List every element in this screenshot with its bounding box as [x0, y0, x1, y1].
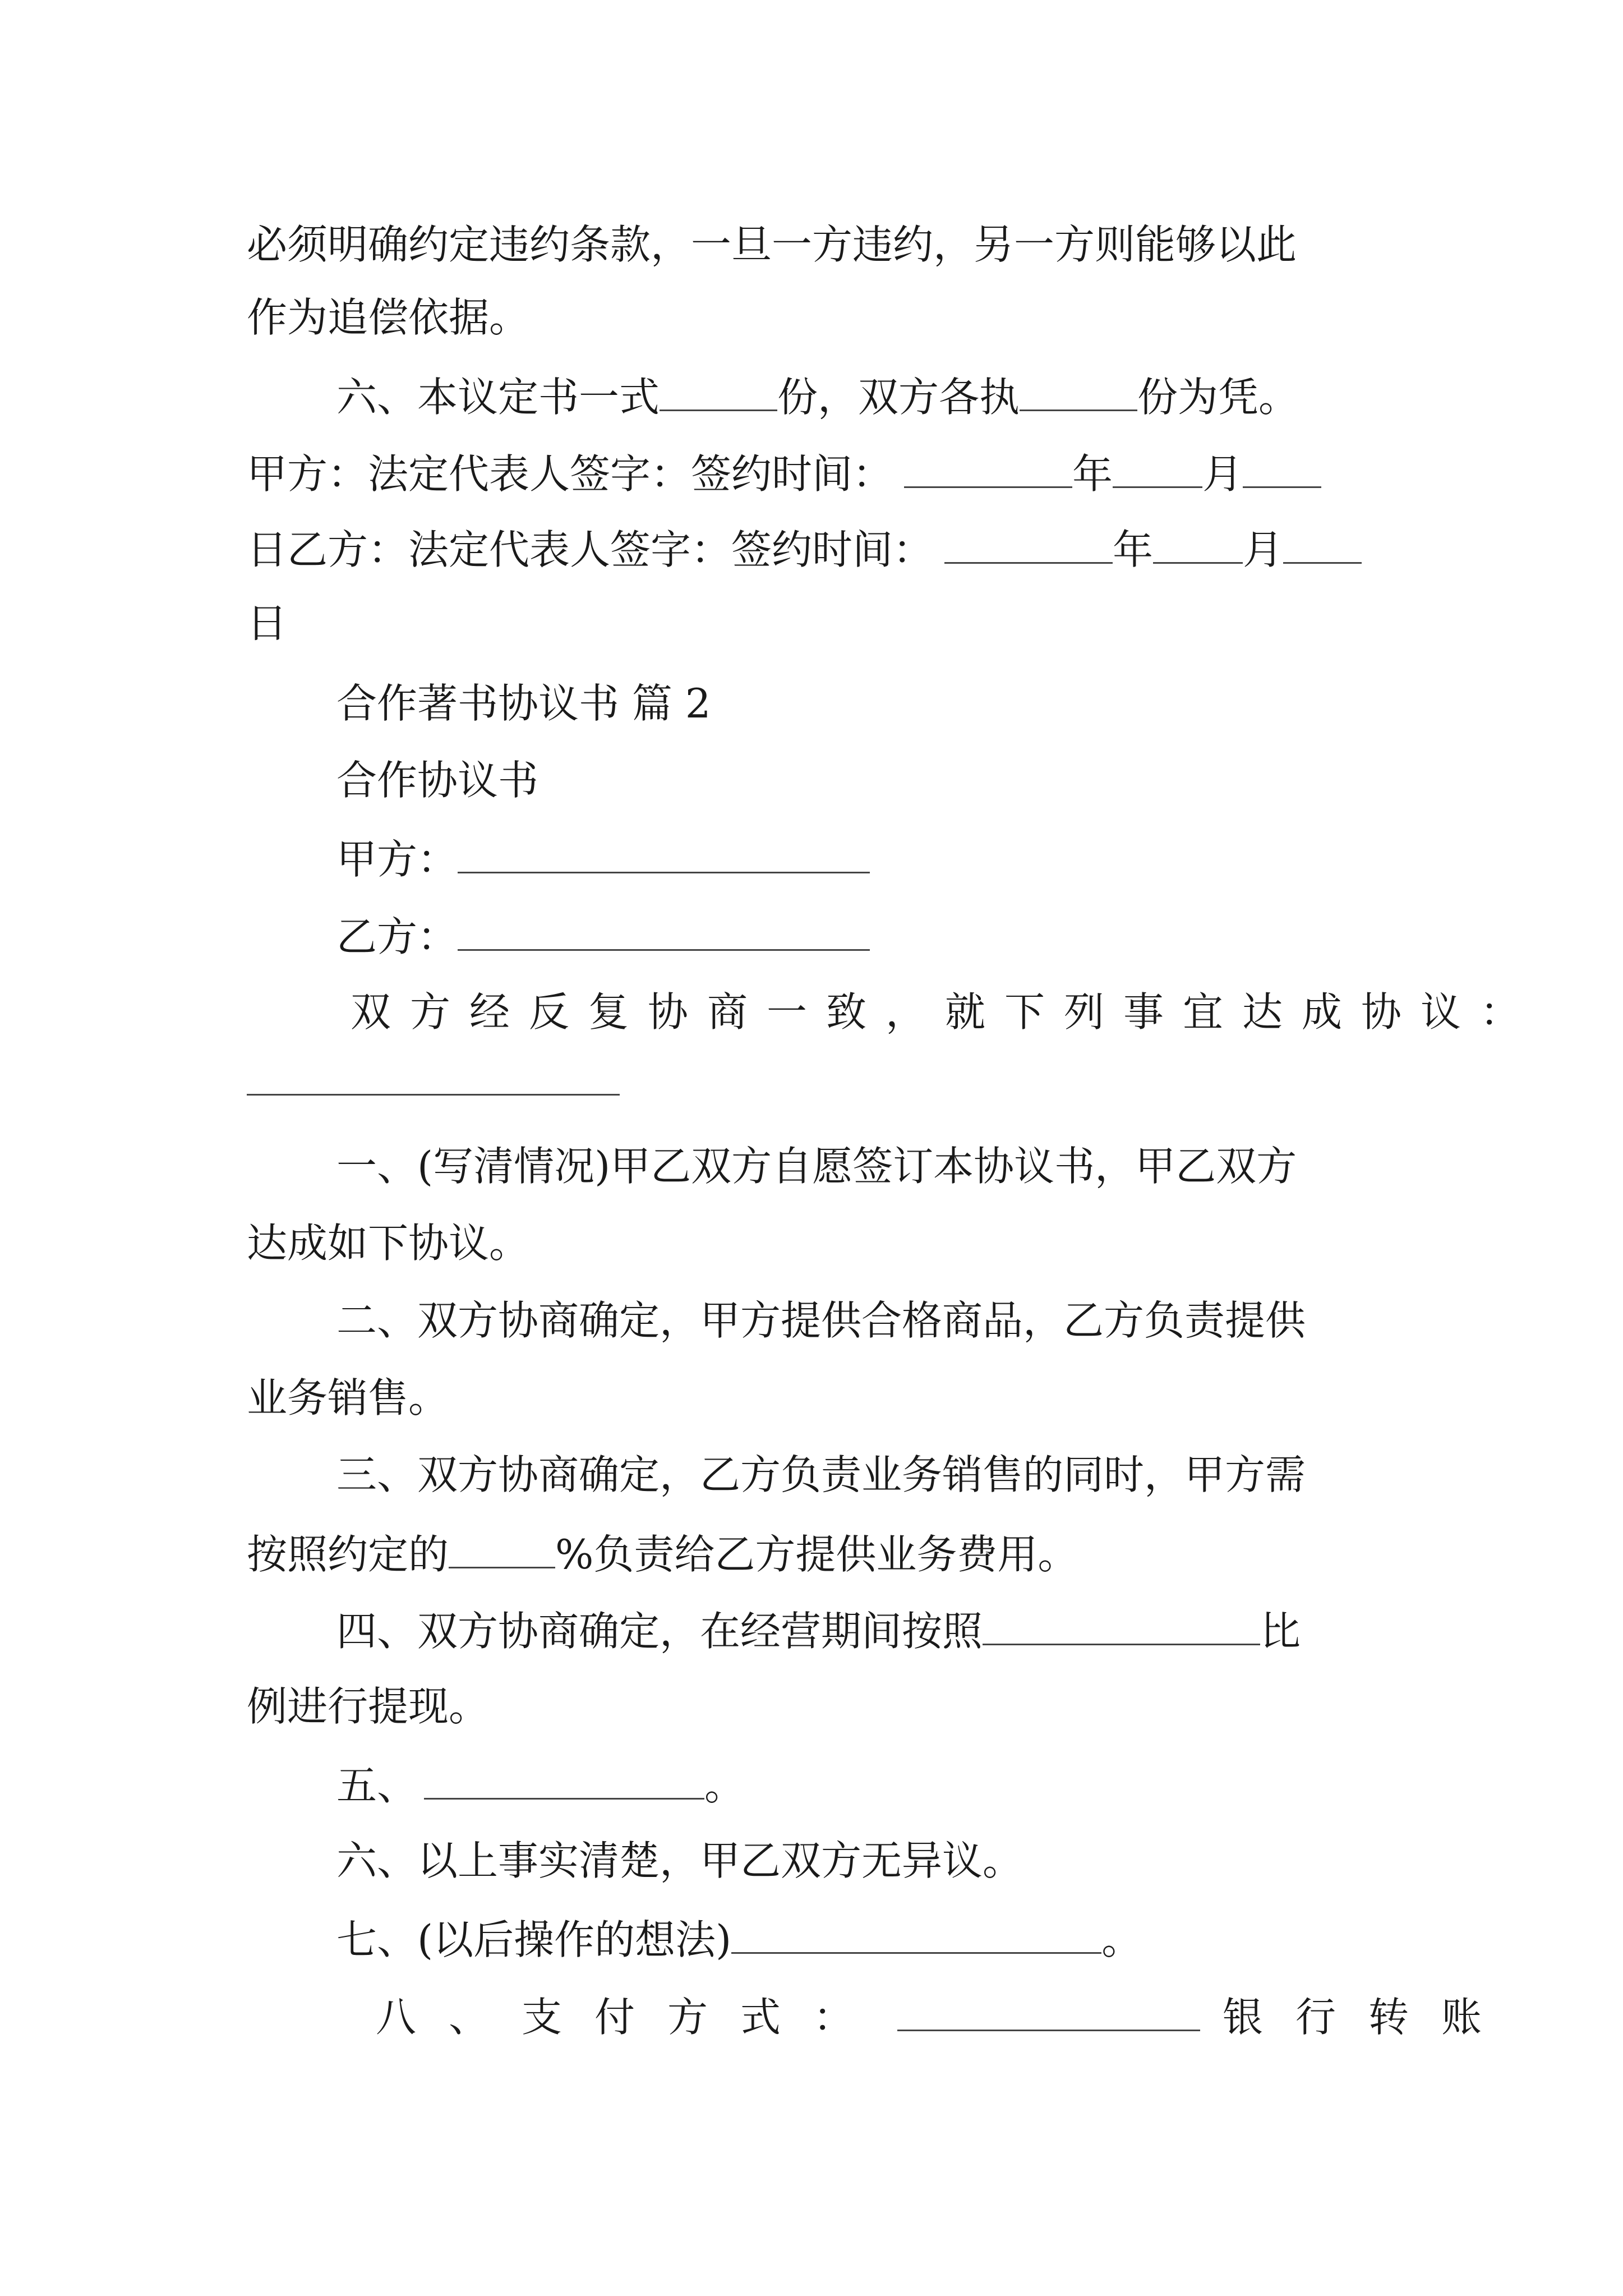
item-7-line: 七、(以后操作的想法) 。: [336, 1916, 1142, 1963]
paragraph-line: 作为追偿依据。: [247, 294, 530, 341]
item-3-line: 按照约定的 %负责给乙方提供业务费用。: [247, 1531, 1078, 1578]
blank-line: [1153, 527, 1243, 564]
item-3-line: 三、双方协商确定，乙方负责业务销售的同时，甲方需: [336, 1451, 1306, 1498]
item-5-line: 五、 。: [336, 1762, 745, 1809]
blank-line: [247, 1094, 620, 1096]
blank-line: [904, 452, 1072, 488]
blank-line: [983, 1609, 1260, 1645]
item-1-line: 达成如下协议。: [247, 1220, 530, 1267]
blank-line: [897, 1995, 1200, 2031]
party-b-field: 乙方：: [336, 914, 870, 957]
party-a-field: 甲方：: [336, 837, 870, 880]
blank-line: [731, 1917, 1101, 1954]
blank-line: [1283, 527, 1362, 564]
item-2-line: 二、双方协商确定，甲方提供合格商品，乙方负责提供: [336, 1297, 1306, 1344]
item-2-line: 业务销售。: [247, 1374, 449, 1421]
blank-line: [458, 837, 870, 873]
copies-clause: 六、本议定书一式 份，双方各执 份为凭。: [336, 374, 1299, 421]
consensus-statement: 双方经反复协商一致，就下列事宜达成协议：: [351, 988, 1540, 1036]
blank-line: [944, 527, 1113, 564]
item-6-line: 六、以上事实清楚，甲乙双方无异议。: [336, 1837, 1023, 1884]
section-title: 合作著书协议书 篇 2: [336, 680, 711, 727]
item-8-line: 八、支付方式： 银行转账: [376, 1994, 1515, 2041]
blank-line: [660, 375, 777, 411]
blank-line: [458, 914, 870, 951]
item-1-line: 一、(写清情况)甲乙双方自愿签订本协议书，甲乙双方: [336, 1143, 1297, 1190]
blank-line: [1243, 452, 1321, 488]
party-b-signature-line: 日乙方：法定代表人签字：签约时间： 年 月: [247, 527, 1362, 570]
blank-line: [1113, 452, 1202, 488]
paragraph-line: 日: [247, 600, 288, 647]
paragraph-line: 必须明确约定违约条款，一旦一方违约，另一方则能够以此: [247, 221, 1297, 268]
blank-line: [1020, 375, 1137, 411]
blank-line: [424, 1763, 704, 1800]
agreement-title: 合作协议书: [336, 757, 539, 804]
item-4-line: 四、双方协商确定，在经营期间按照 比: [336, 1608, 1301, 1655]
party-a-signature-line: 甲方：法定代表人签字：签约时间： 年 月: [247, 452, 1321, 494]
item-4-line: 例进行提现。: [247, 1683, 490, 1730]
blank-line: [449, 1532, 555, 1568]
